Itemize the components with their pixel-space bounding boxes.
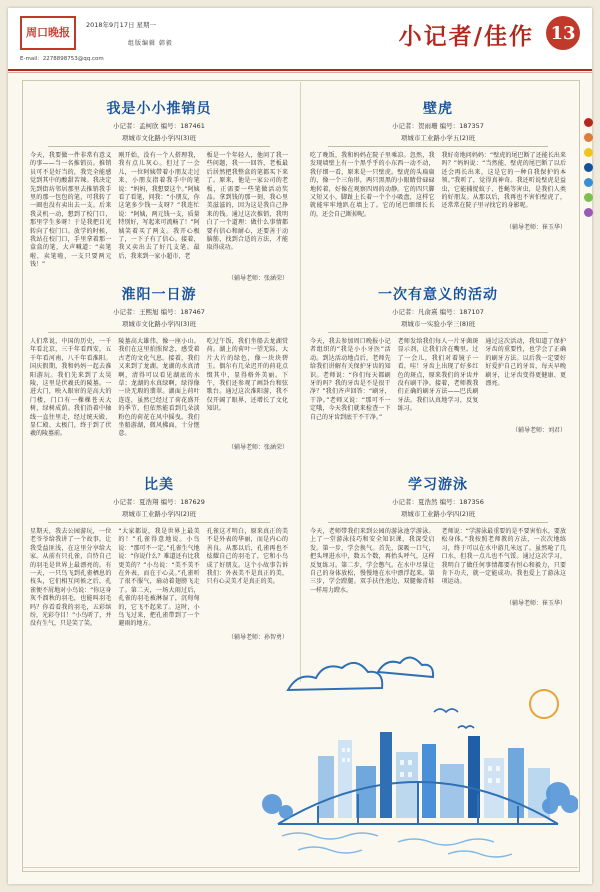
decor-dot-7: [584, 208, 593, 217]
skyline-illustration: [258, 648, 578, 868]
article-5-col-2: “大家都说，我是世界上最美的！”孔雀得意地说。小鸟说：“那可不一定。”孔雀生气地说：“你说什么？难道还有比我更美的？”小鸟说：“美不美不在外表，而在于心灵。”孔雀听了很不服气，扇动着翅膀飞走了。第二天，一场大雨过后，孔雀的羽毛被淋湿了，沉甸甸的，它飞不起来了。这时，小鸟飞过来，把孔雀带到了一个避雨的地方。: [118, 528, 200, 628]
article-4-col-3: 通过这次活动，我知道了保护牙齿的重要性，也学会了正确的刷牙方法。以后我一定要好好爱护自己的牙齿，每天早晚刷牙，让牙齿变得更健康、更漂亮。: [485, 338, 567, 388]
decor-dot-3: [584, 148, 593, 157]
article-6-byline-school: 项城市工业路小学四(2)班: [400, 510, 476, 518]
decor-dot-2: [584, 133, 593, 142]
article-6: [310, 474, 566, 607]
article-6-body: [310, 528, 566, 595]
article-3-byline-school: 项城市文化路小学四(3)班: [121, 320, 197, 328]
article-1-byline-reporter: 小记者：孟柯欣 编号：187461: [113, 122, 205, 130]
article-3-col-3: 吃过午饭，我们坐船去龙湖赏荷。湖上的荷叶一望无际，大片大片的绿色，像一块块碧玉。偶尔有几朵迟开的荷花点缀其中，显得格外美丽。下午，我们还参观了画卦台和弦歌台。通过这次淮阳游，我不仅开阔了眼界，还增长了文化知识。: [206, 338, 288, 413]
page-number-badge: 13: [546, 16, 580, 50]
contact-email: E-mail：2278898753@qq.com: [20, 56, 104, 62]
decor-dot-4: [584, 163, 593, 172]
article-2-byline-school: 项城市工业路小学五(2)班: [400, 134, 476, 142]
article-2-col-1: 吃了晚饭，我和妈妈在院子里乘凉。忽然，我发现墙壁上有一个黑乎乎的小东西一动不动，我仔细一看，原来是一只壁虎。壁虎的头扁扁的，像一个三角形，两只黑黑的小眼睛骨碌碌地转着，好像在观察四周的动静。它的四只脚又短又小，脚趾上长着一个个小吸盘，这样它就能牢牢地趴在墙上了。它的尾巴细细长长的，还会自己断掉呢。: [310, 152, 435, 218]
article-4-body: [310, 338, 566, 422]
article-4-byline-reporter: 小记者：凡俞熹 编号：187107: [392, 308, 484, 316]
article-6-rule: [328, 522, 548, 523]
article-2-title: 壁虎: [423, 101, 453, 117]
article-4-rule: [328, 332, 548, 333]
article-1-col-1: 今天，我要做一件非常有意义的事——当一名推销员。推销员可不是好当的，我完全能感觉到其中的酸甜苦辣。我决定先到街坊邻居那里去推销我手里的那一包包的笔，可我转了一圈也没有卖出去一支。后来我灵机一动，想到了校门口，那里学生多呀！于是我把目光转向了校门口。放学的时候，我站在校门口，手里拿着那一盒盒的笔，大声喊道：“卖笔啦，卖笔啦，一支只要两元钱！”: [30, 152, 112, 269]
article-4-col-2: 老师发给我们每人一片牙菌斑显示剂，让我们含在嘴里。过了一会儿，我们对着镜子一看，哇！牙齿上出现了好多红色的斑点，原来我们的牙齿并没有刷干净。接着，老师教我们正确的刷牙方法——巴氏刷牙法。我们认真地学习，反复练习。: [397, 338, 479, 413]
article-5: [30, 474, 288, 641]
article-4: [310, 284, 566, 434]
article-5-byline-school: 项城市工业路小学四(2)班: [121, 510, 197, 518]
article-5-byline-reporter: 小记者：夏浩翔 编号：187629: [113, 498, 205, 506]
masthead-rule-secondary: [8, 72, 592, 73]
article-2-body: [310, 152, 566, 219]
article-5-col-1: 星期天，我去公园游玩，一位老爷爷给我讲了一个故事，让我受益匪浅，在这里分享给大家。从前有只孔雀，自恃自己的羽毛是世界上最漂亮的。有一天，一只鸟飞到孔雀栖息的枝头，它们相互问候之后，孔雀便不屑地对小鸟说：“你这身灰不溜秋的羽毛，也能叫羽毛吗？你看看我的羽毛，五彩缤纷，光彩夺目！”小鸟听了，并没有生气，只是笑了笑。: [30, 528, 112, 628]
logo-line-2: 晚报: [48, 26, 70, 39]
article-3-byline-reporter: 小记者：王熙旭 编号：187467: [113, 308, 205, 316]
article-1-title: 我是小小推销员: [106, 101, 212, 117]
article-5-title: 比美: [144, 477, 174, 493]
article-2-byline-reporter: 小记者：贺雨珊 编号：187357: [392, 122, 484, 130]
article-3: [30, 284, 288, 451]
article-2: [310, 98, 566, 231]
masthead: [8, 8, 592, 70]
newspaper-logo: [20, 16, 76, 50]
article-1-col-3: 板是一个年轻人，他问了我一些问题，我一一回答，老板最后居然把我整盒的笔都买下来了。原来，他是一家公司的老板，正需要一些笔做活动奖品。拿到钱的那一刻，我心里美滋滋的，因为这是我自己挣来的钱。通过这次推销，我明白了一个道理：做什么事情都要有信心和耐心，还要善于动脑筋，找到合适的方法，才能取得成功。: [206, 152, 288, 252]
article-4-title: 一次有意义的活动: [378, 287, 498, 303]
decor-dot-1: [584, 118, 593, 127]
masthead-rule: [8, 69, 592, 71]
article-1-byline-school: 项城市文化路小学四(3)班: [121, 134, 197, 142]
article-6-col-2: 老师说：“学游泳最重要的是不要害怕水，要放松身体。”我按照老师教的方法，一次次地练习，终于可以在水中游几米远了。虽然呛了几口水，但我一点儿也不气馁。通过这次学习，我明白了做任何事情都要有恒心和毅力，只要肯下功夫，就一定能成功。我也爱上了游泳这项运动。: [441, 528, 566, 586]
article-3-col-1: 人们常说，中国的历史，一千年看北京，三千年看西安，五千年看河南，八千年看淮阳。国庆假期，我和妈妈一起去淮阳游玩。我们先来到了太昊陵，这里是伏羲氏的陵墓。一进大门，映入眼帘的是高大的门楼，门口有一棵棵苍天大树，绿树成荫。我们沿着中轴线一直往里走，经过统天殿、显仁殿、太极门，终于到了伏羲的陵墓前。: [30, 338, 112, 438]
article-6-col-1: 今天，老师带我们来到公园的游泳池学游泳。上了一堂游泳技巧和安全知识课，我深受启发。第一步，学会换气。首先，深吸一口气，把头埋进水中，数五个数，再抬头呼气，这样反复练习。第二步，学会憋气。在水中尽量让自己的身体放松，慢慢地在水中漂浮起来。第三步，学会蹬腿。双手扶住池边，双腿像青蛙一样用力蹬水。: [310, 528, 435, 594]
decorative-dots: [584, 118, 593, 223]
article-4-teacher: （辅导老师：刘君）: [511, 427, 566, 435]
publication-date: 2018年9月17日 星期一: [86, 21, 157, 29]
article-1-col-2: 刚开始，没有一个人搭理我，我有点儿灰心。但过了一会儿，一位阿姨带着小朋友走过来，小朋友指着我手中的笔说：“妈妈，我想要这个。”阿姨看了看笔，问我：“小朋友，你这笔多少钱一支呀？”我连忙说：“阿姨，两元钱一支，质量特别好，写起来可流畅了！”阿姨笑着买了两支。我开心极了，一下子有了信心。接着，我又卖出去了好几支笔。最后，我来到一家小超市，老: [118, 152, 200, 260]
article-5-col-3: 孔雀这才明白，原来真正的美不是外表的华丽，而是内心的善良。从那以后，孔雀再也不炫耀自己的羽毛了，它和小鸟成了好朋友。这个小故事告诉我们：外表美不是真正的美，只有心灵美才是真正的美。: [206, 528, 288, 586]
decor-dot-6: [584, 193, 593, 202]
article-4-col-1: 今天，我去参加周口晚报小记者组织的“我是小小牙医”活动。到达活动地点后，老师先给我们讲解有关保护牙齿的知识。老师说：“你们每天都刷牙的吗？我的牙齿是不是很干净？”我们齐声回答：“刷牙，干净。”老师又说：“那可不一定哦，今天我们就来检查一下自己的牙齿到底干不干净。”: [310, 338, 391, 421]
article-1: [30, 98, 288, 282]
article-2-col-2: 我好奇地问妈妈：“壁虎的尾巴断了还能长出来吗？”妈妈说：“当然能，壁虎的尾巴断了以后还会再长出来，这是它的一种自我保护的本领。”我听了，觉得真神奇。我还听说壁虎是益虫，它能捕捉蚊子、苍蝇等害虫，是我们人类的好朋友。从那以后，我再也不害怕壁虎了，还常常在院子里寻找它的身影呢。: [441, 152, 566, 210]
article-2-teacher: （辅导老师：崔玉华）: [505, 224, 566, 232]
article-3-title: 淮阳一日游: [121, 287, 197, 303]
article-3-teacher: （辅导老师：张涵荣）: [227, 443, 288, 451]
article-1-teacher: （辅导老师：张涵荣）: [227, 274, 288, 282]
section-title: 小记者/佳作: [398, 23, 534, 50]
article-5-teacher: （辅导老师：孙智勇）: [227, 633, 288, 641]
article-1-rule: [48, 146, 270, 147]
logo-line-1: 周口: [26, 26, 48, 39]
article-3-rule: [48, 332, 270, 333]
editors-credit: 组版编辑 韩毅: [128, 40, 173, 47]
article-3-col-2: 陵墓高大雄伟，像一座小山。我们在这里拍照留念，感受着古老的文化气息。接着，我们又来到了龙湖。龙湖的水真清啊，清得可以看见湖底的水草；龙湖的水真绿啊，绿得像一块无瑕的翡翠。湖面上荷叶连连，虽然已经过了荷花盛开的季节，但依然能看到几朵淡粉色的荷花在风中摇曳。我们坐船游湖，微风拂面，十分惬意。: [118, 338, 200, 438]
decor-dot-5: [584, 178, 593, 187]
paper-sheet: [8, 8, 592, 884]
article-6-teacher: （辅导老师：崔玉华）: [505, 600, 566, 608]
article-5-body: [30, 528, 288, 629]
column-divider: [300, 82, 301, 682]
article-5-rule: [48, 522, 270, 523]
article-3-body: [30, 338, 288, 439]
footer-rule: [22, 867, 578, 868]
article-2-rule: [328, 146, 548, 147]
article-1-body: [30, 152, 288, 270]
article-6-byline-reporter: 小记者：夏浩然 编号：187356: [392, 498, 484, 506]
article-6-title: 学习游泳: [408, 477, 468, 493]
article-4-byline-school: 项城市一实验小学三(8)班: [400, 320, 476, 328]
